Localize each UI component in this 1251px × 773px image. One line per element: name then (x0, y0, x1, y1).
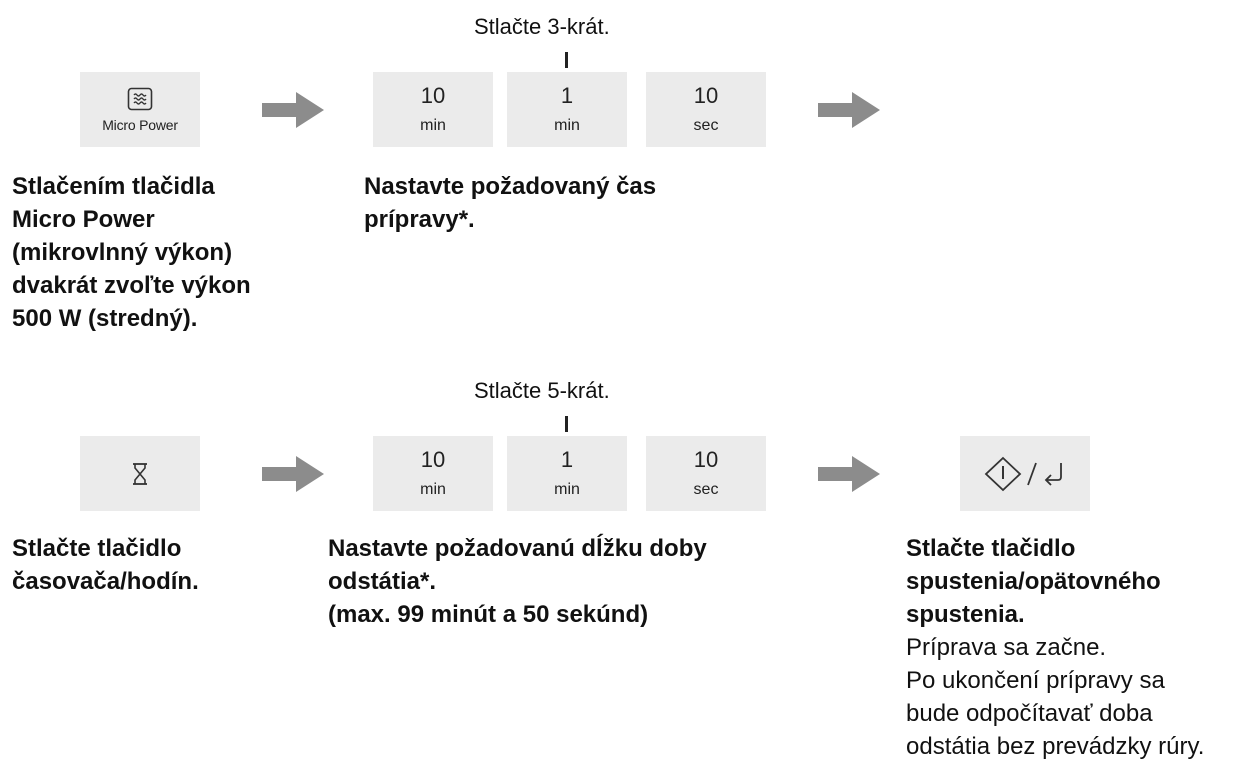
ten-sec-button[interactable] (646, 436, 766, 511)
hourglass-icon (131, 462, 149, 486)
one-min-button[interactable] (507, 436, 627, 511)
arrow-right-icon (818, 92, 880, 128)
arrow-right-icon (818, 456, 880, 492)
ten-min-button[interactable] (373, 436, 493, 511)
step4-instruction: Nastavte požadovanú dĺžku doby odstátia*. (max. 99 minút a 50 sekúnd) (328, 535, 707, 628)
arrow-right-icon (262, 92, 324, 128)
step2-instruction: Nastavte požadovaný čas prípravy*. (364, 173, 657, 233)
step1-instruction: Stlačením tlačidla Micro Power (mikrovlnný výkon) dvakrát zvoľte výkon 500 W (stredný). (12, 173, 251, 332)
timer-clock-button[interactable] (80, 436, 200, 511)
key-unit: min (554, 480, 580, 498)
key-unit: sec (693, 480, 719, 498)
one-min-button[interactable] (507, 72, 627, 147)
press-indicator-tick (565, 416, 568, 432)
start-restart-button[interactable] (960, 436, 1090, 511)
micro-power-button[interactable] (80, 72, 200, 147)
key-value: 10 (693, 446, 719, 472)
microwave-power-icon (127, 87, 153, 111)
key-value: 10 (420, 82, 446, 108)
slash-separator-icon (1023, 459, 1041, 489)
key-value: 10 (420, 446, 446, 472)
key-unit: sec (693, 116, 719, 134)
restart-return-icon (1041, 459, 1067, 489)
key-unit: min (420, 480, 446, 498)
step3-instruction: Stlačte tlačidlo časovača/hodín. (12, 535, 199, 595)
key-unit: min (554, 116, 580, 134)
key-value: 1 (560, 82, 574, 108)
press-5-times-label: Stlačte 5-krát. (474, 378, 610, 403)
ten-min-button[interactable] (373, 72, 493, 147)
ten-sec-button[interactable] (646, 72, 766, 147)
key-value: 1 (560, 446, 574, 472)
arrow-right-icon (262, 456, 324, 492)
key-unit: min (420, 116, 446, 134)
start-icon (983, 456, 1023, 492)
press-indicator-tick (565, 52, 568, 68)
step5-instruction: Stlačte tlačidlo spustenia/opätovného spustenia. Príprava sa začne. Po ukončení prípravy sa bude odpočítavať doba odstátia bez prevádzky rúry. (906, 535, 1205, 760)
press-3-times-label: Stlačte 3-krát. (474, 14, 610, 39)
micro-power-label: Micro Power (102, 116, 178, 133)
key-value: 10 (693, 82, 719, 108)
